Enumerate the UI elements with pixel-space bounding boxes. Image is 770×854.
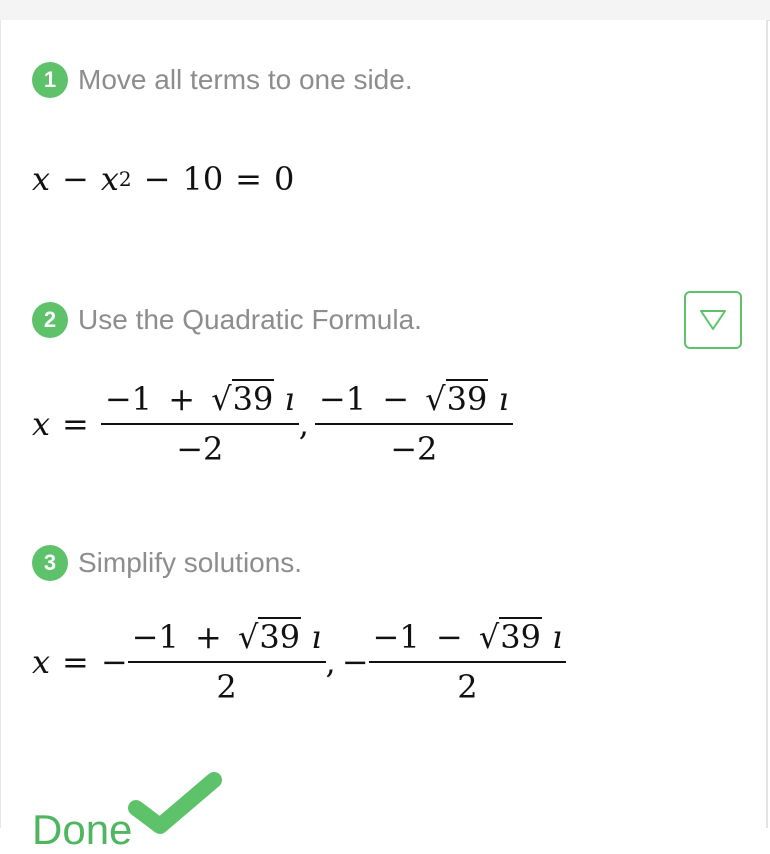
step-2-header (32, 300, 422, 340)
checkmark-icon (130, 772, 220, 828)
done-label: Done (32, 806, 133, 853)
eq1-x-squared: x (100, 160, 119, 198)
square-root (425, 379, 488, 419)
eq2-fraction-2-numerator (315, 379, 513, 425)
eq2-equals: = (62, 405, 89, 443)
step-3-header (32, 543, 302, 583)
step-1-text: Move all terms to one side. (78, 64, 413, 95)
eq3-fraction-2 (369, 617, 567, 707)
square-root (238, 617, 301, 657)
numerator-term: −1 (104, 380, 153, 418)
eq3-fraction-2-denominator: 2 (457, 668, 478, 706)
numerator-operator: − (435, 618, 463, 656)
imaginary-unit: ı (498, 380, 509, 418)
numerator-term: −1 (131, 618, 179, 656)
radical-sign-icon: √ (478, 618, 500, 656)
square-root (211, 379, 274, 419)
radical-sign-icon: √ (211, 380, 232, 418)
step-1-badge: 1 (32, 62, 68, 98)
expand-step-button[interactable] (684, 291, 742, 349)
radicand: 39 (259, 618, 301, 656)
eq2-comma: , (298, 405, 309, 443)
radical-sign-icon: √ (425, 380, 446, 418)
eq1-minus: − (62, 160, 89, 198)
eq1-rhs: 0 (273, 160, 295, 198)
numerator-term: −1 (372, 618, 420, 656)
eq1-constant: 10 (182, 160, 224, 198)
eq3-fraction-1 (128, 617, 326, 707)
eq1-exponent: 2 (118, 167, 132, 191)
eq3-negative-2: − (341, 643, 369, 681)
triangle-down-icon (699, 309, 727, 331)
step-1-header (32, 60, 413, 100)
numerator-operator: − (382, 380, 410, 418)
eq2-fraction-2 (315, 379, 513, 469)
eq3-fraction-1-denominator: 2 (216, 668, 237, 706)
eq3-comma: , (325, 643, 336, 681)
step-2-text: Use the Quadratic Formula. (78, 304, 422, 335)
imaginary-unit: ı (552, 618, 563, 656)
numerator-operator: + (195, 618, 222, 656)
eq3-x: x (32, 643, 51, 681)
eq3-fraction-1-numerator (128, 617, 326, 663)
radicand: 39 (500, 618, 541, 656)
numerator-term: −1 (318, 380, 367, 418)
eq3-negative-1: − (100, 643, 128, 681)
step-3-text: Simplify solutions. (78, 547, 303, 578)
eq2-fraction-2-denominator: −2 (390, 430, 438, 468)
square-root (479, 617, 542, 657)
radicand: 39 (446, 380, 488, 418)
radicand: 39 (232, 380, 274, 418)
step-2-equation (32, 378, 513, 470)
eq2-fraction-1-numerator (101, 379, 299, 425)
top-bar (0, 0, 770, 21)
eq3-equals: = (62, 643, 89, 681)
eq1-equals: = (235, 160, 262, 198)
eq3-fraction-2-numerator (369, 617, 567, 663)
step-3-badge: 3 (32, 545, 68, 581)
eq2-fraction-1-denominator: −2 (176, 430, 224, 468)
eq1-minus-2: − (143, 160, 171, 198)
imaginary-unit: ı (284, 380, 295, 418)
eq2-fraction-1 (101, 379, 299, 469)
eq2-x: x (32, 405, 51, 443)
step-2-badge: 2 (32, 302, 68, 338)
radical-sign-icon: √ (238, 618, 259, 656)
step-1-equation (32, 156, 294, 202)
step-3-equation (32, 616, 566, 708)
eq1-x: x (32, 160, 51, 198)
numerator-operator: + (168, 380, 196, 418)
imaginary-unit: ı (311, 618, 322, 656)
